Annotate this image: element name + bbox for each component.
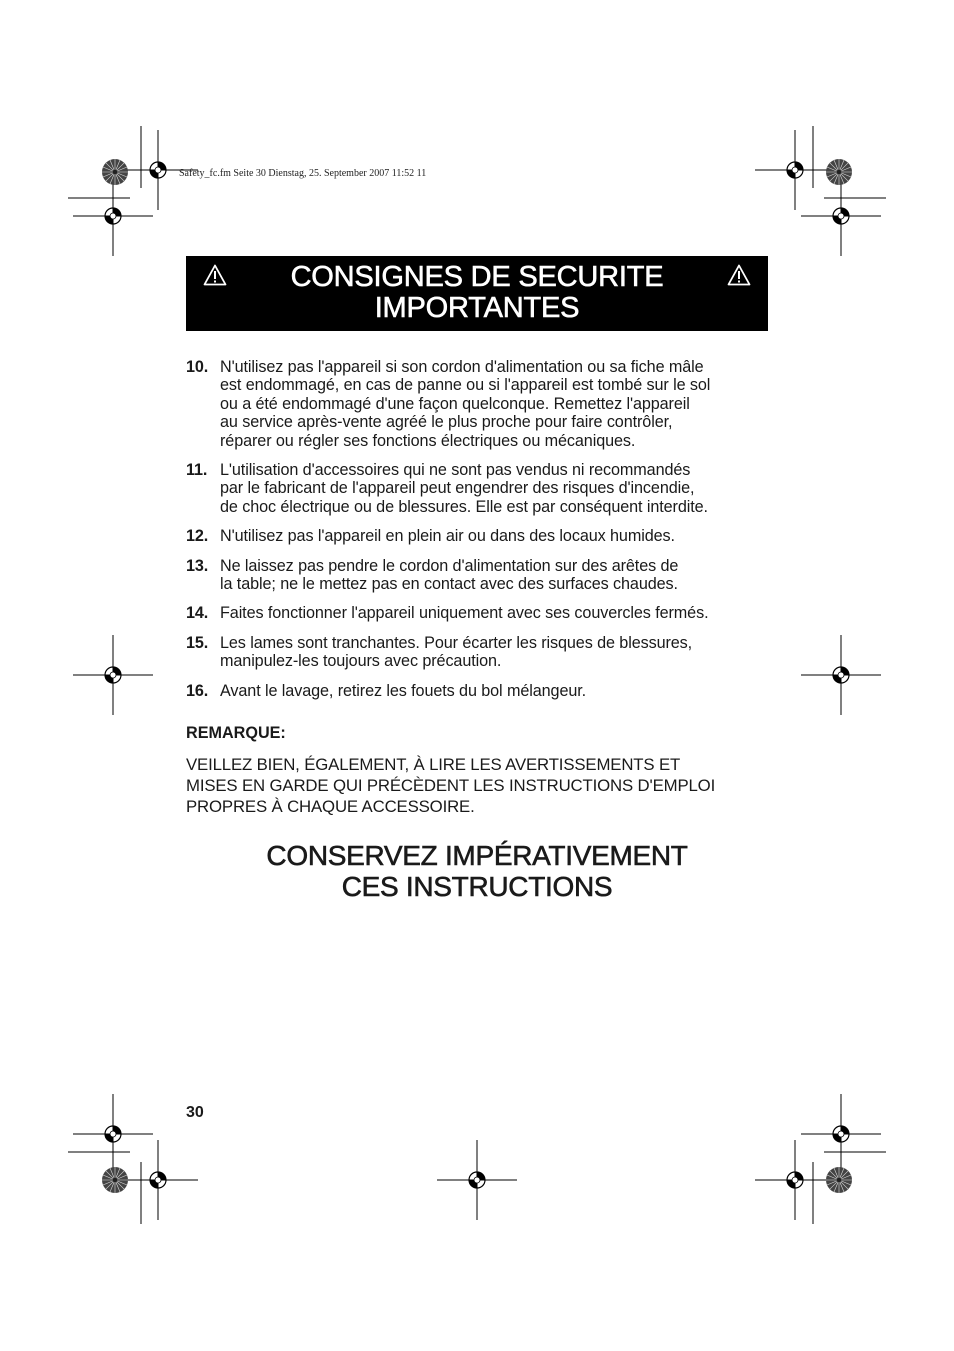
- item-number: 16.: [186, 681, 209, 700]
- item-text-line: Avant le lavage, retirez les fouets du bol mélangeur.: [220, 681, 587, 700]
- remark-text: [186, 754, 776, 817]
- item-number: 10.: [186, 358, 209, 376]
- remark-line: PROPRES À CHAQUE ACCESSOIRE.: [186, 797, 475, 816]
- item-number: 11.: [186, 461, 208, 480]
- title-line-2: IMPORTANTES: [374, 292, 580, 324]
- remark-line: MISES EN GARDE QUI PRÉCÈDENT LES INSTRUCTIONS D'EMPLOI: [186, 776, 716, 795]
- title-line-1: CONSIGNES DE SECURITE: [290, 261, 664, 293]
- list-item: [186, 557, 776, 594]
- item-number: 13.: [186, 556, 209, 575]
- closing-heading: [186, 840, 768, 902]
- list-item: [186, 682, 776, 700]
- item-number: 12.: [186, 527, 209, 546]
- item-text-line: N'utilisez pas l'appareil si son cordon d'alimentation ou sa fiche mâle: [220, 358, 704, 376]
- list-item: [186, 634, 776, 671]
- item-text-line: réparer ou régler ses fonctions électriques ou mécaniques.: [220, 431, 636, 450]
- item-number: 14.: [186, 604, 209, 623]
- print-file-info: Safety_fc.fm Seite 30 Dienstag, 25. September 2007 11:52 11: [179, 168, 427, 179]
- remark-heading: REMARQUE:: [186, 724, 286, 742]
- list-item: [186, 358, 776, 450]
- closing-line-2: CES INSTRUCTIONS: [341, 871, 613, 902]
- list-item: [186, 604, 776, 622]
- item-text-line: Ne laissez pas pendre le cordon d'alimentation sur des arêtes de: [220, 556, 679, 575]
- remark-line: VEILLEZ BIEN, ÉGALEMENT, À LIRE LES AVERTISSEMENTS ET: [186, 755, 681, 774]
- item-text-line: est endommagé, en cas de panne ou si l'appareil est tombé sur le sol: [220, 376, 711, 395]
- item-text-line: N'utilisez pas l'appareil en plein air ou dans des locaux humides.: [220, 527, 675, 546]
- item-text-line: par le fabricant de l'appareil peut engendrer des risques d'incendie,: [220, 479, 695, 498]
- list-item: [186, 461, 776, 516]
- item-text-line: au service après-vente agréé le plus proche pour faire contrôler,: [220, 413, 673, 432]
- safety-instruction-list: [186, 358, 776, 711]
- item-text-line: ou a été endommagé d'une façon quelconque. Remettez l'appareil: [220, 394, 690, 413]
- warning-triangle-icon: [727, 264, 751, 286]
- title-banner: [186, 256, 768, 331]
- item-text-line: Faites fonctionner l'appareil uniquement avec ses couvercles fermés.: [220, 604, 709, 623]
- item-text-line: Les lames sont tranchantes. Pour écarter les risques de blessures,: [220, 633, 693, 652]
- item-text-line: L'utilisation d'accessoires qui ne sont pas vendus ni recommandés: [220, 461, 691, 480]
- closing-line-1: CONSERVEZ IMPÉRATIVEMENT: [266, 840, 688, 871]
- item-number: 15.: [186, 633, 209, 652]
- item-text-line: de choc électrique ou de blessures. Elle est par conséquent interdite.: [220, 497, 708, 516]
- item-text-line: la table; ne le mettez pas en contact avec des surfaces chaudes.: [220, 575, 678, 594]
- list-item: [186, 527, 776, 545]
- item-text-line: manipulez-les toujours avec précaution.: [220, 652, 502, 671]
- page-number: 30: [186, 1104, 204, 1121]
- page-title: [186, 262, 768, 324]
